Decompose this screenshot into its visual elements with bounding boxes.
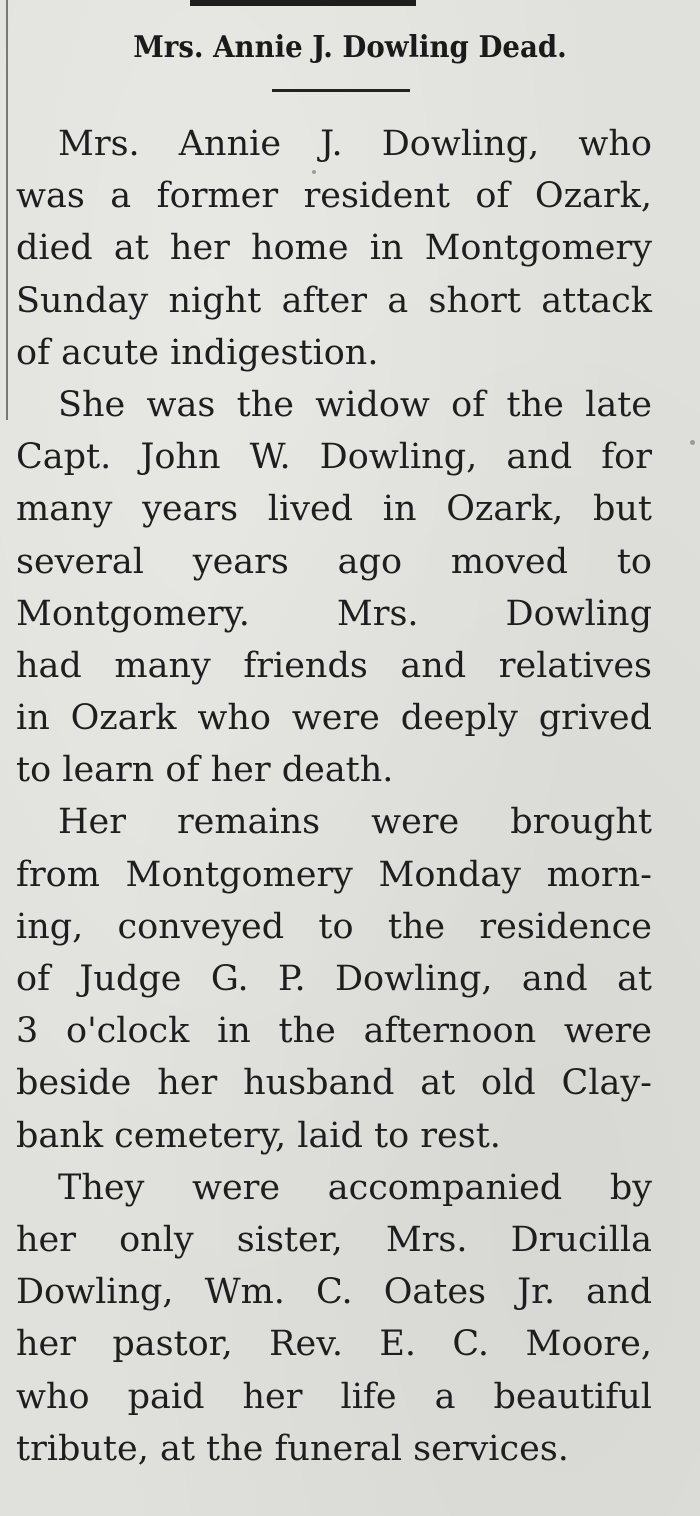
text-line: Dowling, Wm. C. Oates Jr. and [16,1272,652,1313]
text-line: beside her husband at old Clay- [16,1063,652,1104]
text-line: ing, conveyed to the residence [16,906,652,947]
text-line: many years lived in Ozark, but [16,489,652,530]
text-line: died at her home in Montgomery [16,228,652,269]
text-line: They were accompanied by [58,1167,652,1208]
text-line: from Montgomery Monday morn- [16,854,652,895]
ink-speck [312,170,316,174]
article-body [16,118,652,1475]
ink-speck [690,440,695,445]
top-rule [190,0,416,6]
headline-rule [272,89,410,92]
text-line: Sunday night after a short attack [16,280,652,321]
text-line: had many friends and relatives [16,645,652,686]
text-line: of acute indigestion. [16,332,379,373]
text-line: Her remains were brought [58,802,652,843]
headline: Mrs. Annie J. Dowling Dead. [133,30,567,65]
text-line: Mrs. Annie J. Dowling, who [58,124,652,164]
text-line: several years ago moved to [16,541,652,582]
text-line: Capt. John W. Dowling, and for [16,437,652,478]
text-line: bank cemetery, laid to rest. [16,1115,501,1156]
text-line: who paid her life a beautiful [16,1376,652,1417]
text-line: her only sister, Mrs. Drucilla [16,1219,652,1260]
text-line: her pastor, Rev. E. C. Moore, [16,1324,652,1365]
text-line: tribute, at the funeral services. [16,1428,569,1469]
column-rule [6,0,8,420]
text-line: Montgomery. Mrs. Dowling [16,593,652,634]
text-line: to learn of her death. [16,750,394,791]
text-line: of Judge G. P. Dowling, and at [16,959,652,999]
text-line: in Ozark who were deeply grived [16,698,652,739]
text-line: was a former resident of Ozark, [16,176,652,217]
text-line: 3 o'clock in the afternoon were [16,1011,652,1052]
text-line: She was the widow of the late [58,384,652,425]
